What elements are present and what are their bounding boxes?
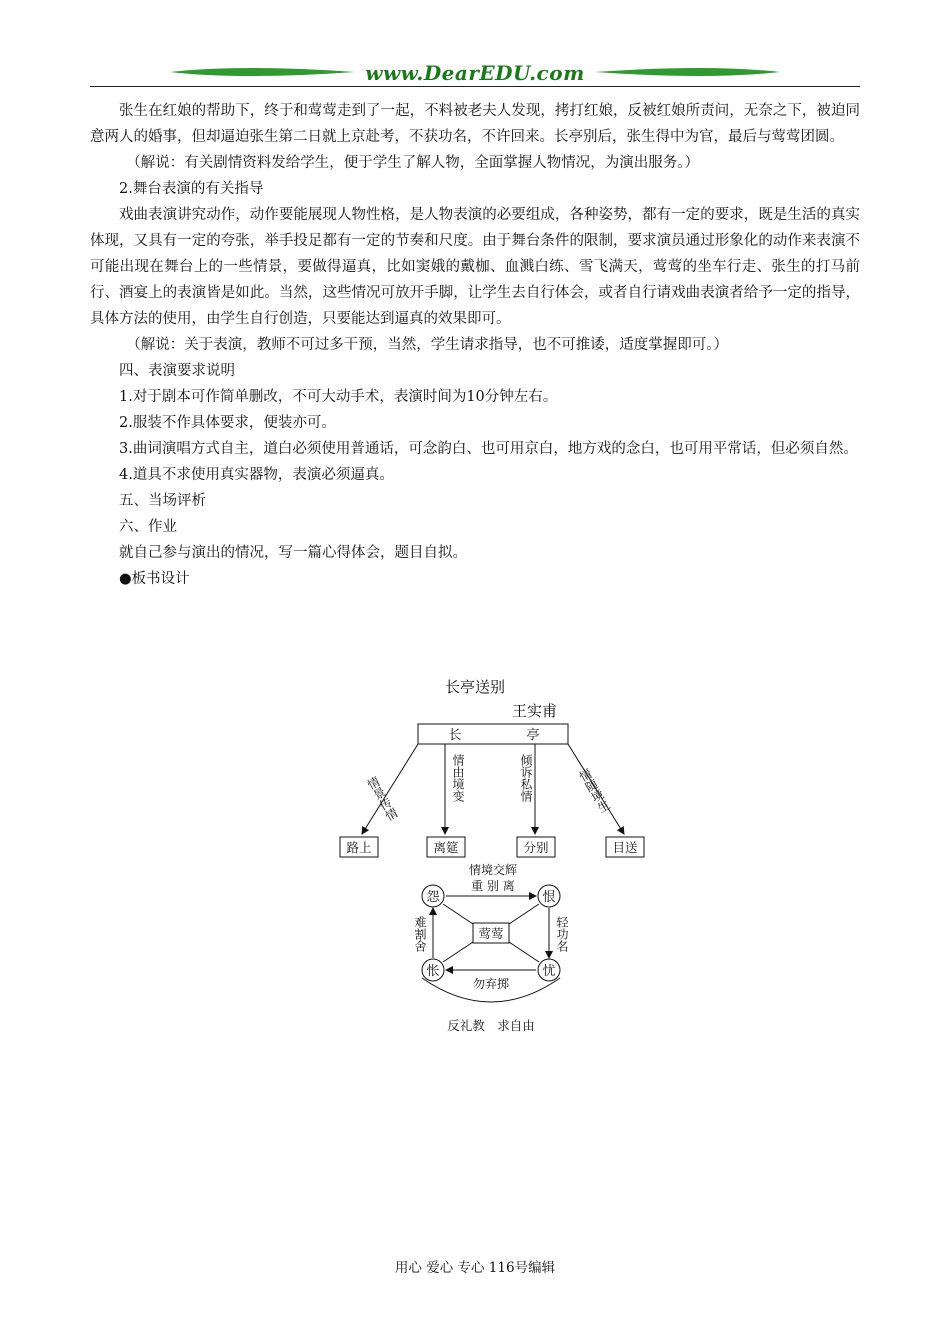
heading-requirements: 四、表演要求说明 — [119, 363, 235, 379]
center-label: 莺莺 — [478, 926, 504, 941]
header-divider — [90, 86, 860, 87]
board-diagram — [330, 720, 670, 1050]
paragraph-stage-guidance: 戏曲表演讲究动作，动作要能展现人物性格，是人物表演的必要组成，各种姿势，都有一定的要求，既是生活的真实体现，又具有一定的夸张，举手投足都有一定的节奏和尺度。由于舞台条件的限制，要求演员通过形象化的动作来表演不可能出现在舞台上的一些情景，要做得逼真，比如窦娥的戴枷、血溅白练、雪飞满天，莺莺的坐车行走、张生的打马前行、酒宴上的表演皆是如此。当然，这些情况可放开手脚，让学生去自行体会，或者自行请戏曲表演者给予一定的指导，具体方法的使用，由学生自行创造，只要能达到逼真的效果即可。 — [90, 207, 860, 327]
top-caption-2: 重 别 离 — [471, 879, 515, 893]
link-tl — [443, 904, 473, 924]
circle-you-label: 忧 — [542, 964, 556, 979]
paragraph-note-1: （解说：有关剧情资料发给学生，便于学生了解人物，全面掌握人物情况，为演出服务。） — [126, 155, 699, 171]
heading-homework: 六、作业 — [119, 519, 177, 535]
document-body — [90, 98, 860, 592]
circle-chang-label: 怅 — [426, 964, 440, 979]
scene-label-2: 离筵 — [433, 840, 459, 855]
heading-stage-guidance: 2.舞台表演的有关指导 — [119, 181, 264, 197]
bottom-caption: 勿弃掷 — [472, 977, 510, 991]
top-box-char-1: 长 — [448, 728, 462, 743]
top-caption-1: 情境交辉 — [468, 863, 518, 877]
branch-label-4: 情随境生 — [575, 766, 613, 816]
branch-label-2: 情由境变 — [451, 754, 465, 802]
paragraph-note-2: （解说：关于表演，教师不可过多干预，当然，学生请求指导，也不可推诿，适度掌握即可。） — [126, 337, 728, 353]
requirement-3: 3.曲词演唱方式自主，道白必须使用普通话，可念韵白、也可用京白，地方戏的念白，也可用平常话，但必须自然。 — [119, 441, 858, 457]
circle-hen-label: 恨 — [542, 890, 556, 905]
top-box — [418, 724, 568, 744]
branch-label-3: 倾诉私情 — [519, 754, 533, 802]
board-title: 长亭送别 — [444, 678, 505, 696]
link-tr — [509, 904, 539, 924]
site-logo[interactable]: www.DearEDU.com — [365, 61, 585, 85]
page-header — [90, 58, 860, 92]
circle-yuan-label: 怨 — [426, 890, 440, 905]
top-box-char-2: 亭 — [526, 728, 540, 743]
scene-label-3: 分别 — [523, 840, 549, 855]
theme-label: 反礼教 求自由 — [447, 1018, 535, 1033]
right-side-label: 轻功名 — [555, 916, 569, 952]
page-footer: 用心 爱心 专心 116号编辑 — [394, 1260, 556, 1276]
paragraph-homework: 就自己参与演出的情况，写一篇心得体会，题目自拟。 — [119, 545, 467, 561]
requirement-1: 1.对于剧本可作简单删改，不可大动手术，表演时间为10分钟左右。 — [119, 389, 558, 405]
heading-board-design: ●板书设计 — [119, 571, 190, 587]
board-author: 王实甫 — [512, 702, 558, 720]
scene-label-4: 目送 — [612, 840, 638, 855]
link-br — [509, 942, 539, 962]
paragraph-plot: 张生在红娘的帮助下，终于和莺莺走到了一起，不料被老夫人发现，拷打红娘，反被红娘所责问，无奈之下，被迫同意两人的婚事，但却逼迫张生第二日就上京赴考，不获功名，不许回来。长亭别后，张生得中为官，最后与莺莺团圆。 — [90, 103, 860, 145]
heading-evaluation: 五、当场评析 — [119, 493, 206, 509]
link-bl — [443, 942, 473, 962]
requirement-4: 4.道具不求使用真实器物，表演必须逼真。 — [119, 467, 394, 483]
left-side-label: 难割舍 — [413, 916, 427, 952]
branch-label-1: 情景传情 — [363, 774, 401, 824]
requirement-2: 2.服装不作具体要求，便装亦可。 — [119, 415, 336, 431]
scene-label-1: 路上 — [346, 840, 372, 855]
